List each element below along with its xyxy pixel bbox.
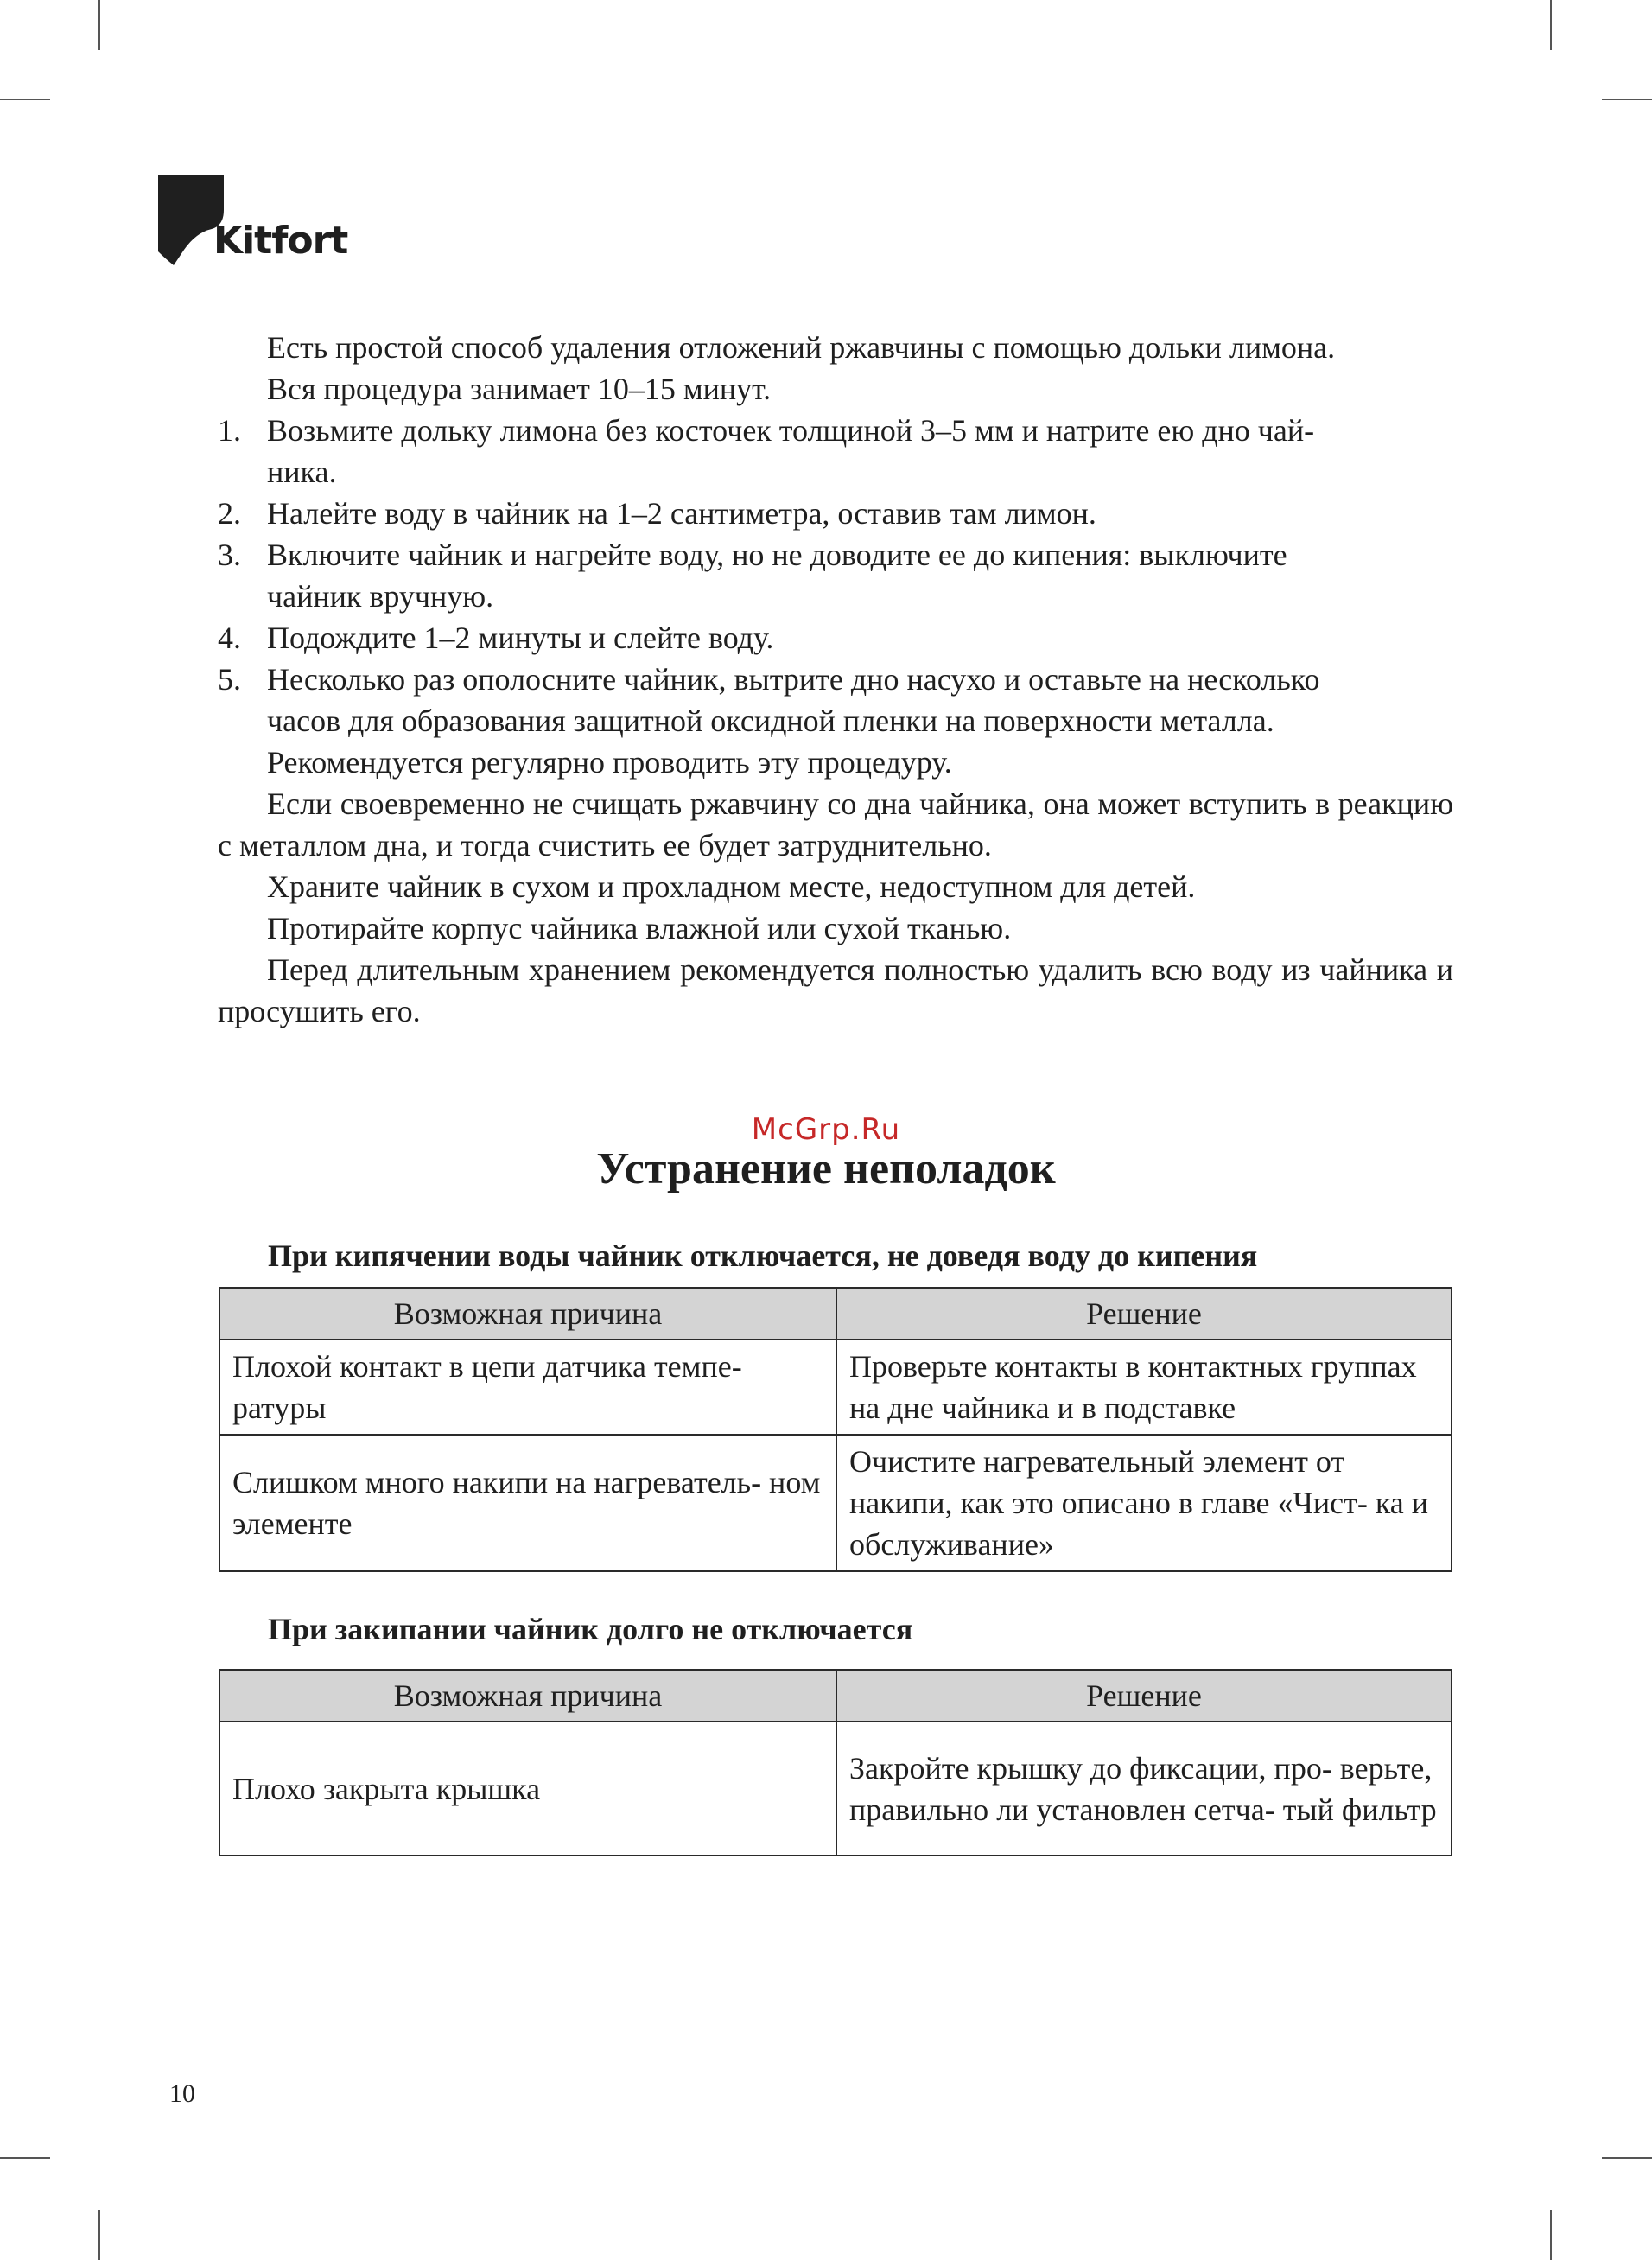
cause-cell: Слишком много накипи на нагреватель- ном элементе [219,1435,836,1571]
list-text: чайник вручную. [267,579,494,614]
column-header-solution: Решение [836,1288,1452,1340]
paragraph: Храните чайник в сухом и прохладном месте, недоступном для детей. [267,869,1196,904]
solution-cell: Очистите нагревательный элемент от накипи, как это описано в главе «Чист- ка и обслуживание» [836,1435,1452,1571]
table-row [219,1340,1452,1435]
list-text: ника. [267,455,337,489]
section-title: Устранение неполадок [596,1144,1056,1194]
list-number: 4. [218,621,241,655]
table-row [219,1722,1452,1856]
troubleshooting-table [219,1287,1452,1572]
table-row [219,1435,1452,1571]
list-item [218,659,1453,742]
list-text: Несколько раз ополосните чайник, вытрите дно насухо и оставьте на несколько [267,662,1320,697]
crop-mark [0,99,50,100]
list-number: 1. [218,413,241,448]
column-header-cause: Возможная причина [219,1288,836,1340]
solution-cell: Закройте крышку до фиксации, про- верьте, правильно ли установлен сетча- тый фильтр [836,1722,1452,1856]
problem-heading: При закипании чайник долго не отключается [268,1612,913,1646]
list-text: Включите чайник и нагрейте воду, но не доводите ее до кипения: выключите [267,538,1287,572]
problem-heading: При кипячении воды чайник отключается, не доведя воду до кипения [268,1238,1258,1273]
paragraph: Рекомендуется регулярно проводить эту процедуру. [267,745,952,780]
cleaning-instructions [218,327,1453,1032]
crop-mark [98,0,100,50]
table-header-row [219,1288,1452,1340]
list-text: Возьмите дольку лимона без косточек толщиной 3–5 мм и натрите ею дно чай- [267,413,1315,448]
column-header-solution: Решение [836,1670,1452,1722]
solution-cell: Проверьте контакты в контактных группах на дне чайника и в подставке [836,1340,1452,1435]
list-item [218,534,1453,617]
list-text: часов для образования защитной оксидной пленки на поверхности металла. [267,703,1274,738]
crop-mark [1602,2157,1652,2159]
list-item [218,410,1453,493]
watermark: McGrp.Ru [751,1112,901,1147]
table-header-row [219,1670,1452,1722]
crop-mark [1550,2210,1552,2260]
column-header-cause: Возможная причина [219,1670,836,1722]
cause-cell: Плохой контакт в цепи датчика темпе- ратуры [219,1340,836,1435]
crop-mark [1550,0,1552,50]
intro-line: Есть простой способ удаления отложений ржавчины с помощью дольки лимона. [267,330,1336,365]
list-number: 3. [218,538,241,572]
crop-mark [1602,99,1652,100]
list-text: Налейте воду в чайник на 1–2 сантиметра, оставив там лимон. [267,496,1096,531]
crop-mark [0,2157,50,2159]
intro-line: Вся процедура занимает 10–15 минут. [267,372,772,406]
paragraph: Если своевременно не счищать ржавчину со дна чайника, она может вступить в реакцию с металлом дна, и тогда счистить ее будет затруднительно. [218,786,1453,863]
paragraph: Перед длительным хранением рекомендуется полностью удалить всю воду из чайника и просушить его. [218,952,1453,1028]
list-item [218,493,1453,534]
troubleshooting-table [219,1669,1452,1856]
list-text: Подождите 1–2 минуты и слейте воду. [267,621,774,655]
list-number: 2. [218,496,241,531]
crop-mark [98,2210,100,2260]
brand-name: Kitfort [213,219,348,263]
page-number: 10 [169,2079,195,2108]
cause-cell: Плохо закрыта крышка [219,1722,836,1856]
paragraph: Протирайте корпус чайника влажной или сухой тканью. [267,911,1012,945]
list-item [218,617,1453,659]
list-number: 5. [218,662,241,697]
